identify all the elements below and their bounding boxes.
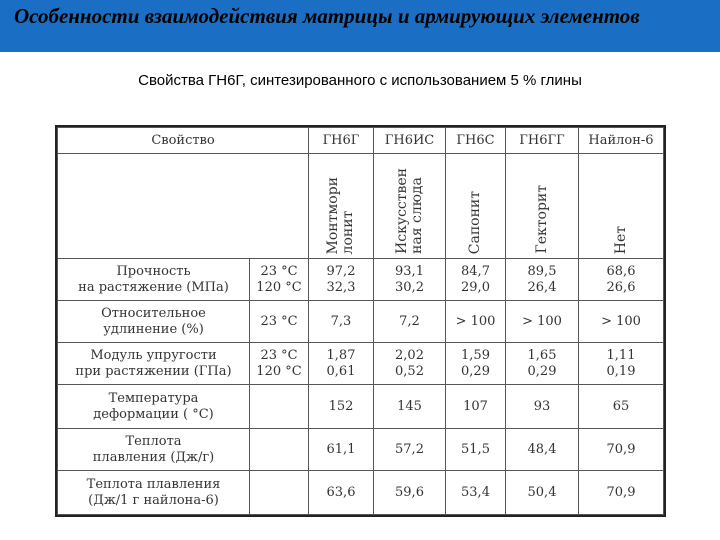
table-row	[58, 385, 664, 429]
table-row	[58, 301, 664, 343]
property-cell: Относительное удлинение (%)	[58, 301, 250, 343]
temperature-cell	[250, 429, 309, 471]
header-cell-gn6gg: ГН6ГГ	[506, 128, 579, 154]
value-cell: 1,65 0,29	[506, 343, 579, 385]
temperature-cell: 23 °С 120 °С	[250, 259, 309, 301]
property-cell: Теплота плавления (Дж/1 г найлона-6)	[58, 471, 250, 515]
table-caption: Свойства ГН6Г, синтезированного с использованием 5 % глины	[138, 72, 582, 89]
table-row	[58, 471, 664, 515]
filler-label: Сапонит	[467, 190, 483, 254]
value-cell: 84,7 29,0	[446, 259, 506, 301]
value-cell: > 100	[579, 301, 664, 343]
header-cell-gn6s: ГН6С	[446, 128, 506, 154]
value-cell: 59,6	[374, 471, 446, 515]
table-header-row	[58, 128, 664, 154]
value-cell: 145	[374, 385, 446, 429]
filler-cell	[446, 154, 506, 259]
value-cell: 107	[446, 385, 506, 429]
filler-label: Монтмори лонит	[325, 176, 356, 254]
value-cell: 50,4	[506, 471, 579, 515]
properties-table	[57, 127, 664, 515]
property-cell: Прочность на растяжение (МПа)	[58, 259, 250, 301]
filler-row	[58, 154, 664, 259]
filler-empty-cell	[58, 154, 309, 259]
temperature-cell: 23 °С 120 °С	[250, 343, 309, 385]
filler-cell	[579, 154, 664, 259]
filler-cell	[309, 154, 374, 259]
value-cell: 97,2 32,3	[309, 259, 374, 301]
header-cell-property: Свойство	[58, 128, 309, 154]
value-cell: 70,9	[579, 471, 664, 515]
value-cell: 63,6	[309, 471, 374, 515]
value-cell: 7,3	[309, 301, 374, 343]
title-banner	[0, 0, 720, 52]
filler-cell	[506, 154, 579, 259]
temperature-cell	[250, 471, 309, 515]
value-cell: 1,87 0,61	[309, 343, 374, 385]
filler-label: Гекторит	[533, 185, 550, 254]
value-cell: 93	[506, 385, 579, 429]
value-cell: 89,5 26,4	[506, 259, 579, 301]
filler-label: Нет	[612, 225, 629, 254]
value-cell: 2,02 0,52	[374, 343, 446, 385]
value-cell: 57,2	[374, 429, 446, 471]
table-row	[58, 429, 664, 471]
value-cell: 1,11 0,19	[579, 343, 664, 385]
property-cell: Температура деформации ( °С)	[58, 385, 250, 429]
value-cell: 152	[309, 385, 374, 429]
temperature-cell: 23 °С	[250, 301, 309, 343]
value-cell: 65	[579, 385, 664, 429]
value-cell: 61,1	[309, 429, 374, 471]
value-cell: 70,9	[579, 429, 664, 471]
table-row	[58, 259, 664, 301]
property-cell: Теплота плавления (Дж/г)	[58, 429, 250, 471]
filler-cell	[374, 154, 446, 259]
header-cell-gn6g: ГН6Г	[309, 128, 374, 154]
value-cell: 53,4	[446, 471, 506, 515]
temperature-cell	[250, 385, 309, 429]
header-cell-gn6is: ГН6ИС	[374, 128, 446, 154]
value-cell: 1,59 0,29	[446, 343, 506, 385]
filler-label: Искусствен ная слюда	[393, 168, 425, 254]
value-cell: > 100	[446, 301, 506, 343]
header-cell-nylon6: Найлон-6	[579, 128, 664, 154]
table-row	[58, 343, 664, 385]
property-cell: Модуль упругости при растяжении (ГПа)	[58, 343, 250, 385]
value-cell: 68,6 26,6	[579, 259, 664, 301]
value-cell: 93,1 30,2	[374, 259, 446, 301]
value-cell: 48,4	[506, 429, 579, 471]
slide-title: Особенности взаимодействия матрицы и армирующих элементов	[14, 4, 640, 28]
value-cell: > 100	[506, 301, 579, 343]
value-cell: 51,5	[446, 429, 506, 471]
value-cell: 7,2	[374, 301, 446, 343]
